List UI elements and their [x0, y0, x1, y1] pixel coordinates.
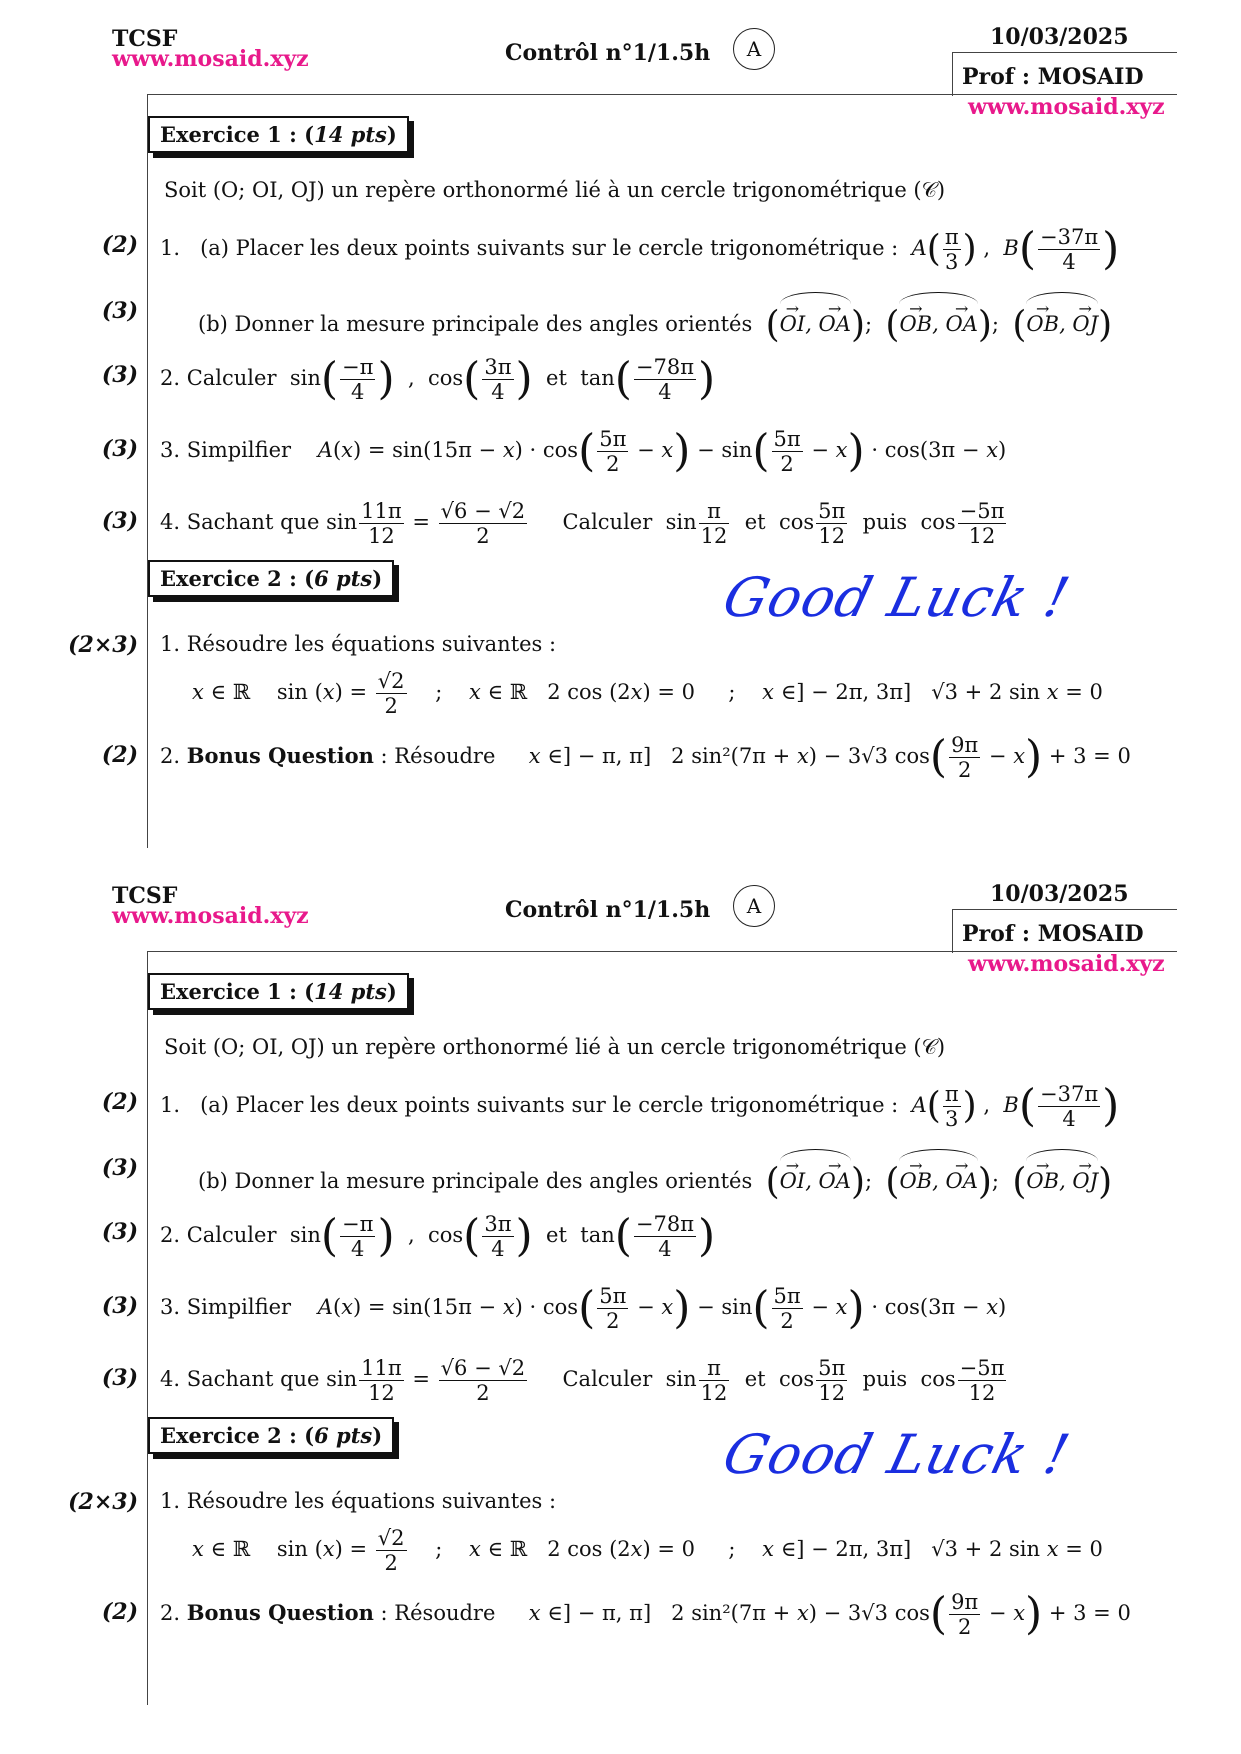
ex2-q2: 2. Bonus Question : Résoudre x ∈] − π, π] 2 sin²(7π + x) − 3√3 cos( $\frac{9\pi}{2}$ − x) + 3 = 0: [160, 1588, 1131, 1640]
q2: 2. Calculer sin( $\frac{-\pi}{4}$ ) , cos( $\frac{3\pi}{4}$ ) et tan( $\frac{-78\pi}{4}$ ): [160, 353, 716, 405]
q1b: (b) Donner la mesure principale des angles orientés (→ OI, → OA); (→ OB, → OA); (→ OB, → OJ): [198, 288, 1112, 338]
ex2-q1: 1. Résoudre les équations suivantes :: [160, 1489, 557, 1513]
exam-title: Contrôl n°1/1.5h: [505, 40, 711, 66]
q1a-points: (2): [101, 1089, 138, 1115]
exam-date: 10/03/2025: [990, 881, 1129, 907]
exercise1-intro: Soit (O; OI, OJ) un repère orthonormé lié à un cercle trigonométrique (𝒞): [164, 178, 946, 202]
class-label: TCSF: [112, 26, 178, 52]
ex2-q2-points: (2): [101, 1599, 138, 1625]
website-right[interactable]: www.mosaid.xyz: [968, 94, 1165, 120]
ex2-q1-points: (2×3): [68, 1489, 138, 1515]
q2-points: (3): [101, 362, 138, 388]
exam-sheet-2: [0, 857, 1241, 1734]
q1a-points: (2): [101, 232, 138, 258]
version-badge: A: [733, 885, 775, 927]
ex2-q1: 1. Résoudre les équations suivantes :: [160, 632, 557, 656]
ex2-q1-equations: x ∈ ℝ sin (x) = $\frac{√2}{2}$ ; x ∈ ℝ 2 cos (2x) = 0 ; x ∈] − 2π, 3π] √3 + 2 sin x = 0: [192, 1525, 1103, 1575]
q1a: 1. (a) Placer les deux points suivants sur le cercle trigonométrique : A( $\frac{\pi}{3}$ ) , B( $\frac{-37\pi}{4}$ ): [160, 1080, 1120, 1132]
exam-date: 10/03/2025: [990, 24, 1129, 50]
ex2-q2: 2. Bonus Question : Résoudre x ∈] − π, π] 2 sin²(7π + x) − 3√3 cos( $\frac{9\pi}{2}$ − x) + 3 = 0: [160, 731, 1131, 783]
q1b-points: (3): [101, 1155, 138, 1181]
website-left[interactable]: www.mosaid.xyz: [112, 903, 309, 929]
prof-name: Prof : MOSAID: [962, 64, 1144, 90]
website-left[interactable]: www.mosaid.xyz: [112, 46, 309, 72]
q2: 2. Calculer sin( $\frac{-\pi}{4}$ ) , cos( $\frac{3\pi}{4}$ ) et tan( $\frac{-78\pi}{4}$ ): [160, 1210, 716, 1262]
exam-title: Contrôl n°1/1.5h: [505, 897, 711, 923]
good-luck-text: Good Luck !: [717, 1423, 1077, 1486]
q1b: (b) Donner la mesure principale des angles orientés (→ OI, → OA); (→ OB, → OA); (→ OB, → OJ): [198, 1145, 1112, 1195]
q3: 3. Simpilfier A(x) = sin(15π − x) · cos( $\frac{5\pi}{2}$ − x) − sin( $\frac{5\pi}{2}$ − x) · cos(3π − x): [160, 1282, 1007, 1334]
q4-points: (3): [101, 508, 138, 534]
ex2-q1-points: (2×3): [68, 632, 138, 658]
ex2-q1-equations: x ∈ ℝ sin (x) = $\frac{√2}{2}$ ; x ∈ ℝ 2 cos (2x) = 0 ; x ∈] − 2π, 3π] √3 + 2 sin x = 0: [192, 668, 1103, 718]
q3-points: (3): [101, 436, 138, 462]
q4-points: (3): [101, 1365, 138, 1391]
exercise1-intro: Soit (O; OI, OJ) un repère orthonormé lié à un cercle trigonométrique (𝒞): [164, 1035, 946, 1059]
q3-points: (3): [101, 1293, 138, 1319]
exercise1-title: Exercice 1 : (14 pts): [148, 116, 409, 153]
q3: 3. Simpilfier A(x) = sin(15π − x) · cos( $\frac{5\pi}{2}$ − x) − sin( $\frac{5\pi}{2}$ − x) · cos(3π − x): [160, 425, 1007, 477]
prof-name: Prof : MOSAID: [962, 921, 1144, 947]
exercise2-title: Exercice 2 : (6 pts): [148, 560, 394, 597]
exercise2-title: Exercice 2 : (6 pts): [148, 1417, 394, 1454]
website-right[interactable]: www.mosaid.xyz: [968, 951, 1165, 977]
q1b-points: (3): [101, 298, 138, 324]
version-badge: A: [733, 28, 775, 70]
q4: 4. Sachant que sin $\frac{11\pi}{12}$ = $\frac{√6 - √2}{2}$ Calculer sin $\frac{\pi}{12}$ et cos $\frac{5\pi}{12}$ puis cos $\frac{-5\pi}{12}$: [160, 498, 1005, 548]
q4: 4. Sachant que sin $\frac{11\pi}{12}$ = $\frac{√6 - √2}{2}$ Calculer sin $\frac{\pi}{12}$ et cos $\frac{5\pi}{12}$ puis cos $\frac{-5\pi}{12}$: [160, 1355, 1005, 1405]
q2-points: (3): [101, 1219, 138, 1245]
ex2-q2-points: (2): [101, 742, 138, 768]
exercise1-title: Exercice 1 : (14 pts): [148, 973, 409, 1010]
q1a: 1. (a) Placer les deux points suivants sur le cercle trigonométrique : A( $\frac{\pi}{3}$ ) , B( $\frac{-37\pi}{4}$ ): [160, 223, 1120, 275]
good-luck-text: Good Luck !: [717, 566, 1077, 629]
class-label: TCSF: [112, 883, 178, 909]
